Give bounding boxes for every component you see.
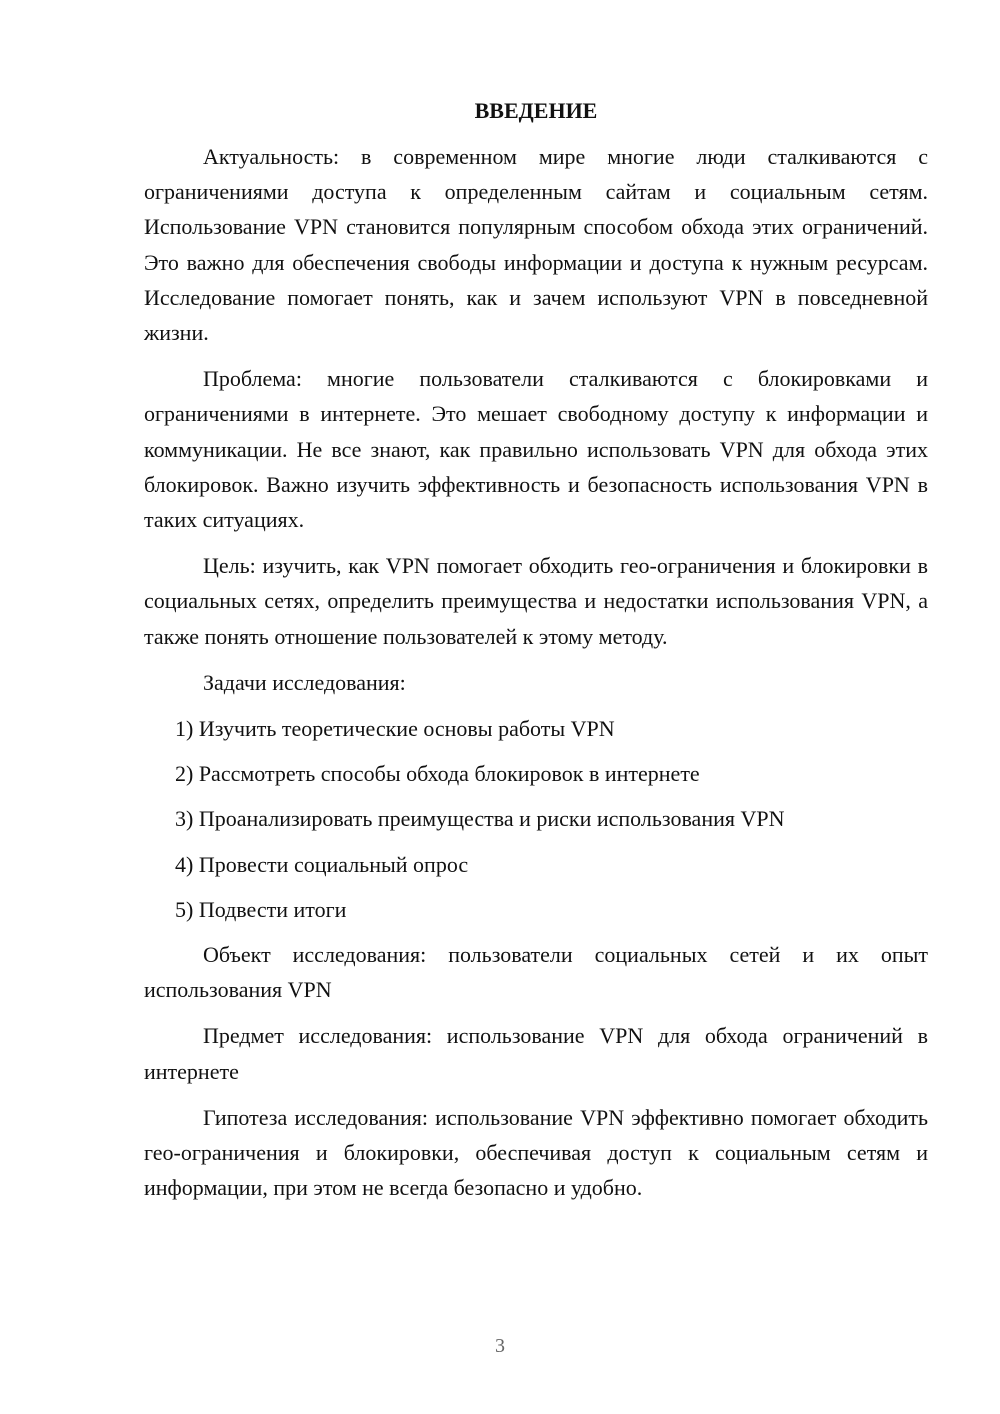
task-item-2: 2) Рассмотреть способы обхода блокировок в интернете (175, 761, 700, 787)
page-content (144, 93, 928, 1216)
paragraph-goal: Цель: изучить, как VPN помогает обходить гео-ограничения и блокировки в социальных сетях, определить преимущества и недостатки использования VPN, а также понять отношение пользователей к этому методу. (144, 553, 928, 649)
tasks-heading: Задачи исследования: (203, 669, 406, 695)
task-item-1: 1) Изучить теоретические основы работы VPN (175, 716, 615, 742)
paragraph-problem: Проблема: многие пользователи сталкиваются с блокировками и ограничениями в интернете. Это мешает свободному доступу к информации и коммуникации. Не все знают, как правильно использовать VPN для обхода этих блокировок. Важно изучить эффективность и безопасность использования VPN в таких ситуациях. (144, 366, 928, 533)
task-item-5: 5) Подвести итоги (175, 896, 347, 922)
paragraph-object: Объект исследования: пользователи социальных сетей и их опыт использования VPN (144, 942, 928, 1003)
paragraph-subject: Предмет исследования: использование VPN для обхода ограничений в интернете (144, 1023, 928, 1084)
paragraph-hypothesis: Гипотеза исследования: использование VPN эффективно помогает обходить гео-ограничения и блокировки, обеспечивая доступ к социальным сетям и информации, при этом не всегда безопасно и удобно. (144, 1104, 928, 1201)
task-item-4: 4) Провести социальный опрос (175, 851, 469, 877)
page-number: 3 (495, 1335, 505, 1357)
section-title: ВВЕДЕНИЕ (474, 98, 598, 123)
task-item-3: 3) Проанализировать преимущества и риски использования VPN (175, 806, 785, 832)
paragraph-relevance: Актуальность: в современном мире многие люди сталкиваются с ограничениями доступа к определенным сайтам и социальным сетям. Использование VPN становится популярным способом обхода этих ограничений. Это важно для обеспечения свободы информации и доступа к нужным ресурсам. Исследование помогает понять, как и зачем используют VPN в повседневной жизни. (144, 144, 928, 346)
